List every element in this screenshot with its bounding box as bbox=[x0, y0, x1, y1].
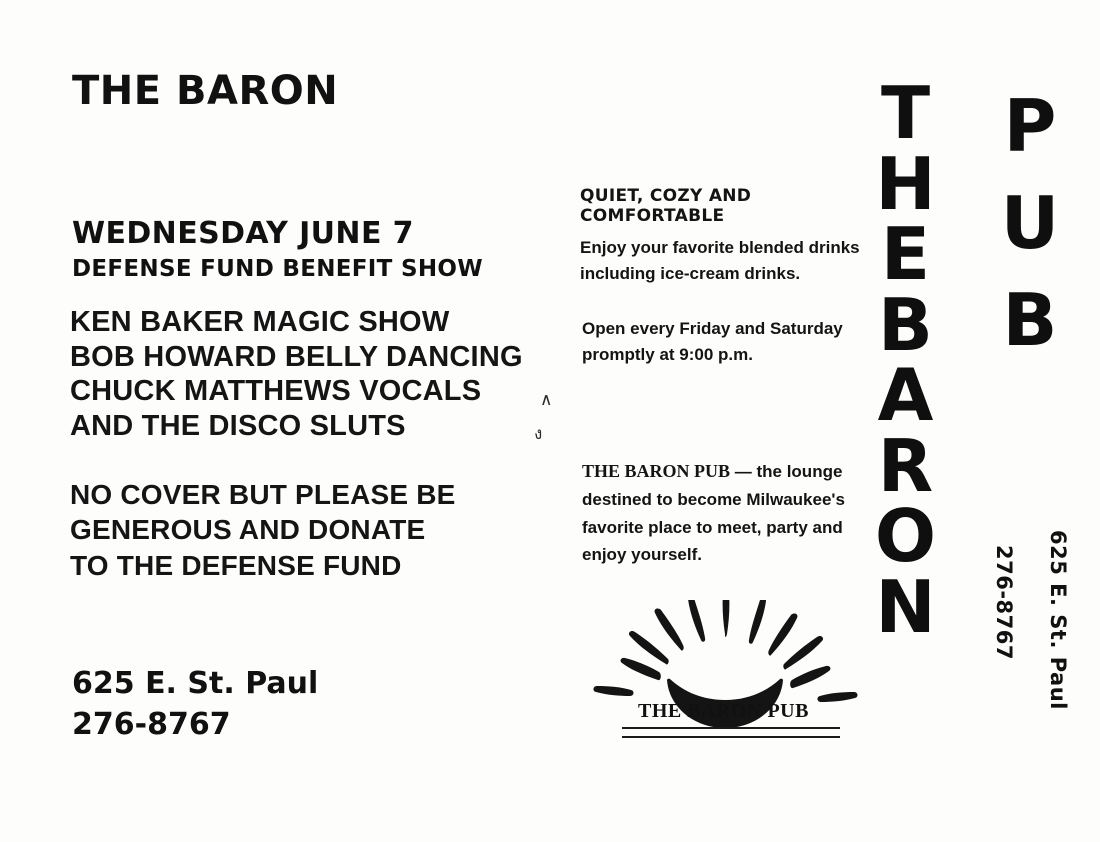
cover-note-line: TO THE DEFENSE FUND bbox=[70, 549, 402, 581]
middle-panel bbox=[560, 0, 890, 842]
vertical-phone: 276-8767 bbox=[992, 545, 1016, 660]
event-date: WEDNESDAY JUNE 7 bbox=[72, 216, 414, 251]
vertical-wordmark-pub bbox=[975, 78, 1085, 370]
vertical-letter: E bbox=[880, 212, 930, 297]
vertical-letter: B bbox=[1002, 278, 1058, 363]
venue-phone: 276-8767 bbox=[72, 707, 231, 743]
venue-address: 625 E. St. Paul bbox=[72, 666, 319, 701]
divider bbox=[622, 727, 840, 729]
lineup-item: AND THE DISCO SLUTS bbox=[70, 409, 406, 442]
stray-mark-icon: ∧ bbox=[540, 390, 553, 409]
lineup-item: BOB HOWARD BELLY DANCING bbox=[70, 340, 523, 373]
vertical-letter: P bbox=[1003, 84, 1057, 168]
vertical-wordmark-baron bbox=[845, 71, 965, 649]
pub-description-rest: — the lounge destined to become Milwaukee's favorite place to meet, party and enjoy yourself. bbox=[582, 462, 845, 565]
stray-mark-icon: ง bbox=[534, 424, 543, 443]
vertical-letter: R bbox=[877, 423, 933, 508]
venue-address-block bbox=[72, 663, 318, 746]
cover-note-line: GENEROUS AND DONATE bbox=[70, 514, 426, 546]
pub-tagline: QUIET, COZY AND COMFORTABLE bbox=[580, 186, 752, 226]
vertical-letter: U bbox=[1000, 181, 1060, 266]
vertical-letter: O bbox=[874, 494, 936, 579]
cover-note bbox=[70, 477, 540, 583]
vertical-letter: A bbox=[877, 353, 933, 438]
vertical-letter: N bbox=[875, 564, 935, 649]
vertical-letter: H bbox=[875, 141, 935, 226]
left-panel bbox=[0, 0, 543, 842]
vertical-letter: T bbox=[880, 71, 930, 155]
vertical-address: 625 E. St. Paul bbox=[1046, 530, 1070, 710]
logo-caption: THE BARON PUB bbox=[638, 700, 809, 722]
lineup-list bbox=[70, 305, 540, 443]
event-subtitle: DEFENSE FUND BENEFIT SHOW bbox=[72, 256, 483, 282]
cover-note-line: NO COVER BUT PLEASE BE bbox=[70, 479, 456, 510]
pub-hours-text: Open every Friday and Saturday promptly at 9:00 p.m. bbox=[582, 319, 843, 365]
vertical-letter: B bbox=[878, 282, 932, 367]
pub-drinks-text: Enjoy your favorite blended drinks including ice-cream drinks. bbox=[580, 238, 860, 284]
pub-description bbox=[582, 457, 890, 569]
divider bbox=[622, 736, 840, 738]
lineup-item: CHUCK MATTHEWS VOCALS bbox=[70, 375, 482, 407]
lineup-item: KEN BAKER MAGIC SHOW bbox=[70, 306, 450, 338]
pub-description-lead: THE BARON PUB bbox=[582, 461, 731, 481]
page-title: THE BARON bbox=[72, 68, 339, 114]
